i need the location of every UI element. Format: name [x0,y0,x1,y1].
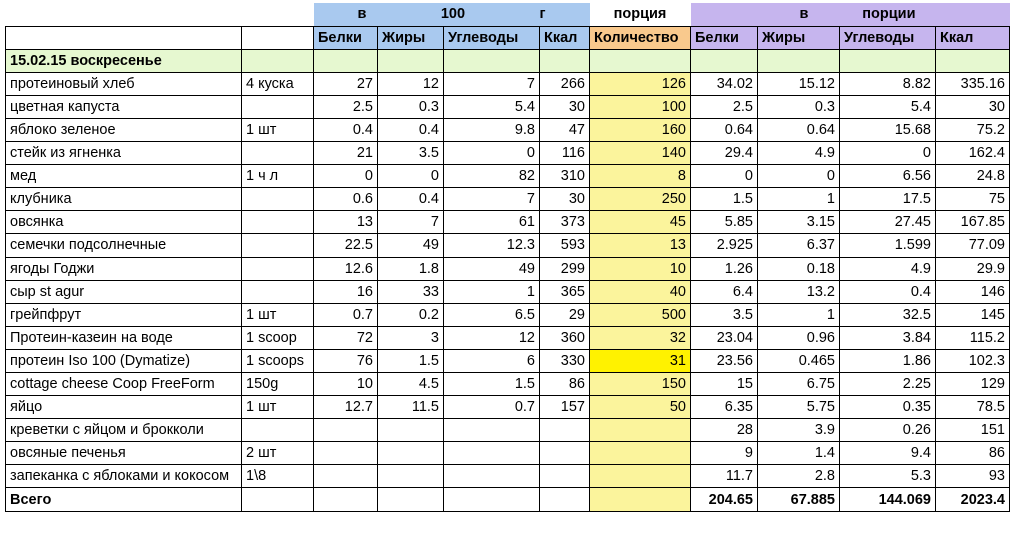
serving-unit[interactable]: 1 ч л [242,165,314,188]
total-kcal[interactable]: 2023.4 [936,488,1010,511]
serving-unit[interactable] [242,419,314,442]
food-name[interactable]: грейпфрут [6,303,242,326]
fat-per-portion[interactable]: 0.64 [758,118,840,141]
protein-per-100g[interactable]: 16 [314,280,378,303]
serving-unit[interactable]: 1 шт [242,303,314,326]
food-name[interactable]: яблоко зеленое [6,118,242,141]
food-name[interactable]: сыр st agur [6,280,242,303]
carbs-per-100g[interactable]: 9.8 [444,118,540,141]
carbs-per-portion[interactable]: 32.5 [840,303,936,326]
fat-per-portion[interactable]: 3.15 [758,211,840,234]
carbs-per-portion[interactable]: 1.599 [840,234,936,257]
total-fat[interactable]: 67.885 [758,488,840,511]
quantity-grams[interactable]: 40 [590,280,691,303]
protein-per-100g[interactable]: 22.5 [314,234,378,257]
protein-per-100g[interactable]: 2.5 [314,95,378,118]
serving-unit[interactable]: 1\8 [242,465,314,488]
kcal-per-100g[interactable]: 116 [540,142,590,165]
cell-blank[interactable] [540,49,590,72]
kcal-per-portion[interactable]: 146 [936,280,1010,303]
cell-blank[interactable] [691,49,758,72]
table-row [6,465,1010,488]
serving-unit[interactable] [242,280,314,303]
carbs-per-100g[interactable]: 82 [444,165,540,188]
per-100g-header[interactable] [314,3,590,26]
fat-per-portion[interactable]: 1.4 [758,442,840,465]
quantity-grams[interactable]: 32 [590,326,691,349]
fat-per-100g[interactable]: 3.5 [378,142,444,165]
protein-per-portion[interactable]: 2.925 [691,234,758,257]
kcal-per-portion[interactable]: 102.3 [936,349,1010,372]
kcal-per-100g[interactable]: 29 [540,303,590,326]
fat-per-portion[interactable]: 1 [758,188,840,211]
kcal-per-portion[interactable]: 30 [936,95,1010,118]
serving-unit[interactable] [242,188,314,211]
kcal-per-portion[interactable]: 78.5 [936,396,1010,419]
food-name[interactable]: мед [6,165,242,188]
protein-per-portion[interactable]: 0 [691,165,758,188]
fat-per-portion[interactable]: 0.96 [758,326,840,349]
table-row [6,419,1010,442]
table-row [6,349,1010,372]
fat-per-100g[interactable] [378,465,444,488]
kcal-per-100g[interactable]: 157 [540,396,590,419]
protein-per-100g[interactable]: 21 [314,142,378,165]
kcal-per-portion[interactable]: 29.9 [936,257,1010,280]
carbs-per-portion[interactable]: 0.26 [840,419,936,442]
quantity-grams[interactable] [590,442,691,465]
col-carbs-100[interactable]: Углеводы [444,26,540,49]
food-name[interactable]: стейк из ягненка [6,142,242,165]
protein-per-100g[interactable] [314,442,378,465]
quantity-grams[interactable]: 50 [590,396,691,419]
carbs-per-portion[interactable]: 17.5 [840,188,936,211]
carbs-per-100g[interactable] [444,419,540,442]
table-row [6,326,1010,349]
quantity-grams[interactable]: 31 [590,349,691,372]
carbs-per-100g[interactable] [444,465,540,488]
per-100g-word-1: в [357,6,367,23]
food-name[interactable]: цветная капуста [6,95,242,118]
table-row [6,188,1010,211]
carbs-per-100g[interactable]: 5.4 [444,95,540,118]
cell-blank[interactable] [242,488,314,511]
protein-per-100g[interactable]: 12.6 [314,257,378,280]
table-row [6,211,1010,234]
quantity-grams[interactable] [590,419,691,442]
fat-per-100g[interactable]: 7 [378,211,444,234]
protein-per-portion[interactable]: 3.5 [691,303,758,326]
carbs-per-100g[interactable]: 12.3 [444,234,540,257]
kcal-per-100g[interactable]: 330 [540,349,590,372]
kcal-per-100g[interactable]: 365 [540,280,590,303]
table-row [6,303,1010,326]
cell-blank[interactable] [444,49,540,72]
carbs-per-portion[interactable]: 9.4 [840,442,936,465]
kcal-per-portion[interactable]: 86 [936,442,1010,465]
serving-unit[interactable]: 150g [242,373,314,396]
kcal-per-portion[interactable]: 77.09 [936,234,1010,257]
serving-unit[interactable]: 2 шт [242,442,314,465]
fat-per-100g[interactable]: 0 [378,165,444,188]
carbs-per-100g[interactable]: 61 [444,211,540,234]
carbs-per-portion[interactable]: 4.9 [840,257,936,280]
protein-per-100g[interactable]: 13 [314,211,378,234]
totals-row [6,488,1010,511]
food-name[interactable]: запеканка с яблоками и кокосом [6,465,242,488]
carbs-per-100g[interactable]: 6 [444,349,540,372]
fat-per-100g[interactable]: 4.5 [378,373,444,396]
carbs-per-100g[interactable]: 1 [444,280,540,303]
carbs-per-100g[interactable] [444,442,540,465]
cell-blank[interactable] [840,49,936,72]
fat-per-portion[interactable]: 5.75 [758,396,840,419]
kcal-per-portion[interactable]: 167.85 [936,211,1010,234]
kcal-per-100g[interactable]: 299 [540,257,590,280]
carbs-per-portion[interactable]: 3.84 [840,326,936,349]
food-name[interactable]: протеиновый хлеб [6,72,242,95]
kcal-per-100g[interactable]: 360 [540,326,590,349]
cell-blank[interactable] [444,488,540,511]
food-name[interactable]: клубника [6,188,242,211]
kcal-per-100g[interactable] [540,465,590,488]
column-header-row [6,26,1010,49]
kcal-per-100g[interactable]: 266 [540,72,590,95]
col-fat-100[interactable]: Жиры [378,26,444,49]
date-row [6,49,1010,72]
table-row [6,442,1010,465]
protein-per-100g[interactable]: 0.7 [314,303,378,326]
protein-per-100g[interactable]: 12.7 [314,396,378,419]
protein-per-portion[interactable]: 29.4 [691,142,758,165]
cell-blank[interactable] [378,488,444,511]
carbs-per-100g[interactable]: 7 [444,72,540,95]
kcal-per-100g[interactable]: 593 [540,234,590,257]
serving-unit[interactable]: 1 шт [242,118,314,141]
fat-per-portion[interactable]: 1 [758,303,840,326]
protein-per-100g[interactable]: 76 [314,349,378,372]
protein-per-portion[interactable]: 28 [691,419,758,442]
fat-per-portion[interactable]: 0 [758,165,840,188]
quantity-grams[interactable]: 126 [590,72,691,95]
fat-per-100g[interactable]: 0.4 [378,118,444,141]
food-name[interactable]: семечки подсолнечные [6,234,242,257]
kcal-per-portion[interactable]: 75 [936,188,1010,211]
carbs-per-100g[interactable]: 49 [444,257,540,280]
quantity-grams[interactable]: 150 [590,373,691,396]
fat-per-100g[interactable]: 11.5 [378,396,444,419]
carbs-per-portion[interactable]: 0.35 [840,396,936,419]
protein-per-portion[interactable]: 1.26 [691,257,758,280]
kcal-per-portion[interactable]: 24.8 [936,165,1010,188]
fat-per-portion[interactable]: 3.9 [758,419,840,442]
serving-unit[interactable]: 1 scoops [242,349,314,372]
col-protein-portion[interactable]: Белки [691,26,758,49]
protein-per-100g[interactable]: 10 [314,373,378,396]
quantity-grams[interactable]: 500 [590,303,691,326]
carbs-per-portion[interactable]: 8.82 [840,72,936,95]
food-name[interactable]: креветки с яйцом и брокколи [6,419,242,442]
kcal-per-portion[interactable]: 129 [936,373,1010,396]
fat-per-portion[interactable]: 6.37 [758,234,840,257]
protein-per-portion[interactable]: 23.56 [691,349,758,372]
food-name[interactable]: овсяные печенья [6,442,242,465]
cell-blank[interactable] [540,488,590,511]
carbs-per-100g[interactable]: 7 [444,188,540,211]
protein-per-portion[interactable]: 0.64 [691,118,758,141]
quantity-grams[interactable]: 140 [590,142,691,165]
fat-per-100g[interactable]: 49 [378,234,444,257]
table-row [6,257,1010,280]
col-carbs-portion[interactable]: Углеводы [840,26,936,49]
fat-per-portion[interactable]: 0.3 [758,95,840,118]
carbs-per-portion[interactable]: 27.45 [840,211,936,234]
kcal-per-portion[interactable]: 115.2 [936,326,1010,349]
fat-per-100g[interactable]: 1.8 [378,257,444,280]
fat-per-100g[interactable]: 0.4 [378,188,444,211]
fat-per-portion[interactable]: 0.18 [758,257,840,280]
cell-blank[interactable] [242,49,314,72]
food-name[interactable]: яйцо [6,396,242,419]
kcal-per-100g[interactable] [540,442,590,465]
kcal-per-100g[interactable]: 86 [540,373,590,396]
per-100g-word-3: г [539,6,546,23]
kcal-per-100g[interactable] [540,419,590,442]
cell-blank[interactable] [590,488,691,511]
food-name[interactable]: cottage cheese Coop FreeForm [6,373,242,396]
table-row [6,396,1010,419]
quantity-grams[interactable] [590,465,691,488]
protein-per-portion[interactable]: 11.7 [691,465,758,488]
food-name[interactable]: ягоды Годжи [6,257,242,280]
table-row [6,142,1010,165]
protein-per-portion[interactable]: 15 [691,373,758,396]
cell-blank[interactable] [6,26,242,49]
carbs-per-portion[interactable]: 6.56 [840,165,936,188]
protein-per-portion[interactable]: 34.02 [691,72,758,95]
quantity-grams[interactable]: 8 [590,165,691,188]
table-row [6,95,1010,118]
carbs-per-100g[interactable]: 12 [444,326,540,349]
kcal-per-100g[interactable]: 30 [540,95,590,118]
col-kcal-portion[interactable]: Ккал [936,26,1010,49]
kcal-per-portion[interactable]: 151 [936,419,1010,442]
fat-per-100g[interactable]: 12 [378,72,444,95]
fat-per-100g[interactable]: 3 [378,326,444,349]
protein-per-portion[interactable]: 5.85 [691,211,758,234]
kcal-per-portion[interactable]: 93 [936,465,1010,488]
food-name[interactable]: Протеин-казеин на воде [6,326,242,349]
serving-unit[interactable] [242,211,314,234]
cell-blank[interactable] [590,49,691,72]
carbs-per-portion[interactable]: 2.25 [840,373,936,396]
cell-blank[interactable] [242,3,314,26]
table-row [6,373,1010,396]
col-protein-100[interactable]: Белки [314,26,378,49]
portion-header[interactable]: порция [590,3,691,26]
table-row [6,72,1010,95]
quantity-grams[interactable]: 250 [590,188,691,211]
col-quantity[interactable]: Количество [590,26,691,49]
per-portion-word-1: в [799,6,809,23]
kcal-per-portion[interactable]: 145 [936,303,1010,326]
per-portion-word-2: порции [862,6,916,23]
quantity-grams[interactable]: 100 [590,95,691,118]
serving-unit[interactable] [242,234,314,257]
fat-per-portion[interactable]: 2.8 [758,465,840,488]
protein-per-100g[interactable]: 27 [314,72,378,95]
per-portion-header[interactable] [691,3,1010,26]
protein-per-100g[interactable]: 0.6 [314,188,378,211]
kcal-per-portion[interactable]: 335.16 [936,72,1010,95]
fat-per-portion[interactable]: 0.465 [758,349,840,372]
total-carbs[interactable]: 144.069 [840,488,936,511]
totals-label[interactable]: Всего [6,488,242,511]
protein-per-portion[interactable]: 2.5 [691,95,758,118]
fat-per-portion[interactable]: 15.12 [758,72,840,95]
cell-blank[interactable] [6,3,242,26]
food-name[interactable]: овсянка [6,211,242,234]
serving-unit[interactable]: 1 шт [242,396,314,419]
kcal-per-100g[interactable]: 373 [540,211,590,234]
cell-blank[interactable] [758,49,840,72]
table-row [6,280,1010,303]
quantity-grams[interactable]: 45 [590,211,691,234]
nutrition-spreadsheet [5,3,1010,512]
carbs-per-portion[interactable]: 0 [840,142,936,165]
table-row [6,118,1010,141]
fat-per-portion[interactable]: 4.9 [758,142,840,165]
table-row [6,234,1010,257]
food-name[interactable]: протеин Iso 100 (Dymatize) [6,349,242,372]
fat-per-portion[interactable]: 13.2 [758,280,840,303]
quantity-grams[interactable]: 13 [590,234,691,257]
serving-unit[interactable] [242,142,314,165]
kcal-per-100g[interactable]: 30 [540,188,590,211]
protein-per-portion[interactable]: 9 [691,442,758,465]
protein-per-100g[interactable] [314,419,378,442]
fat-per-100g[interactable] [378,442,444,465]
protein-per-100g[interactable]: 72 [314,326,378,349]
protein-per-100g[interactable]: 0 [314,165,378,188]
carbs-per-100g[interactable]: 1.5 [444,373,540,396]
fat-per-100g[interactable]: 33 [378,280,444,303]
protein-per-portion[interactable]: 6.4 [691,280,758,303]
fat-per-100g[interactable]: 0.2 [378,303,444,326]
cell-blank[interactable] [378,49,444,72]
cell-blank[interactable] [936,49,1010,72]
serving-unit[interactable]: 4 куска [242,72,314,95]
table-row [6,165,1010,188]
protein-per-portion[interactable]: 23.04 [691,326,758,349]
carbs-per-portion[interactable]: 5.4 [840,95,936,118]
top-header-row [6,3,1010,26]
cell-blank[interactable] [314,49,378,72]
fat-per-100g[interactable] [378,419,444,442]
per-100g-word-2: 100 [440,6,466,23]
kcal-per-100g[interactable]: 47 [540,118,590,141]
serving-unit[interactable] [242,95,314,118]
protein-per-portion[interactable]: 6.35 [691,396,758,419]
carbs-per-100g[interactable]: 6.5 [444,303,540,326]
serving-unit[interactable]: 1 scoop [242,326,314,349]
date-label[interactable]: 15.02.15 воскресенье [6,49,242,72]
col-fat-portion[interactable]: Жиры [758,26,840,49]
carbs-per-100g[interactable]: 0 [444,142,540,165]
protein-per-100g[interactable]: 0.4 [314,118,378,141]
fat-per-100g[interactable]: 1.5 [378,349,444,372]
quantity-grams[interactable]: 160 [590,118,691,141]
col-kcal-100[interactable]: Ккал [540,26,590,49]
kcal-per-portion[interactable]: 75.2 [936,118,1010,141]
fat-per-100g[interactable]: 0.3 [378,95,444,118]
fat-per-portion[interactable]: 6.75 [758,373,840,396]
protein-per-100g[interactable] [314,465,378,488]
cell-blank[interactable] [314,488,378,511]
carbs-per-portion[interactable]: 1.86 [840,349,936,372]
carbs-per-portion[interactable]: 0.4 [840,280,936,303]
quantity-grams[interactable]: 10 [590,257,691,280]
total-protein[interactable]: 204.65 [691,488,758,511]
kcal-per-100g[interactable]: 310 [540,165,590,188]
cell-blank[interactable] [242,26,314,49]
serving-unit[interactable] [242,257,314,280]
kcal-per-portion[interactable]: 162.4 [936,142,1010,165]
carbs-per-100g[interactable]: 0.7 [444,396,540,419]
protein-per-portion[interactable]: 1.5 [691,188,758,211]
carbs-per-portion[interactable]: 5.3 [840,465,936,488]
carbs-per-portion[interactable]: 15.68 [840,118,936,141]
